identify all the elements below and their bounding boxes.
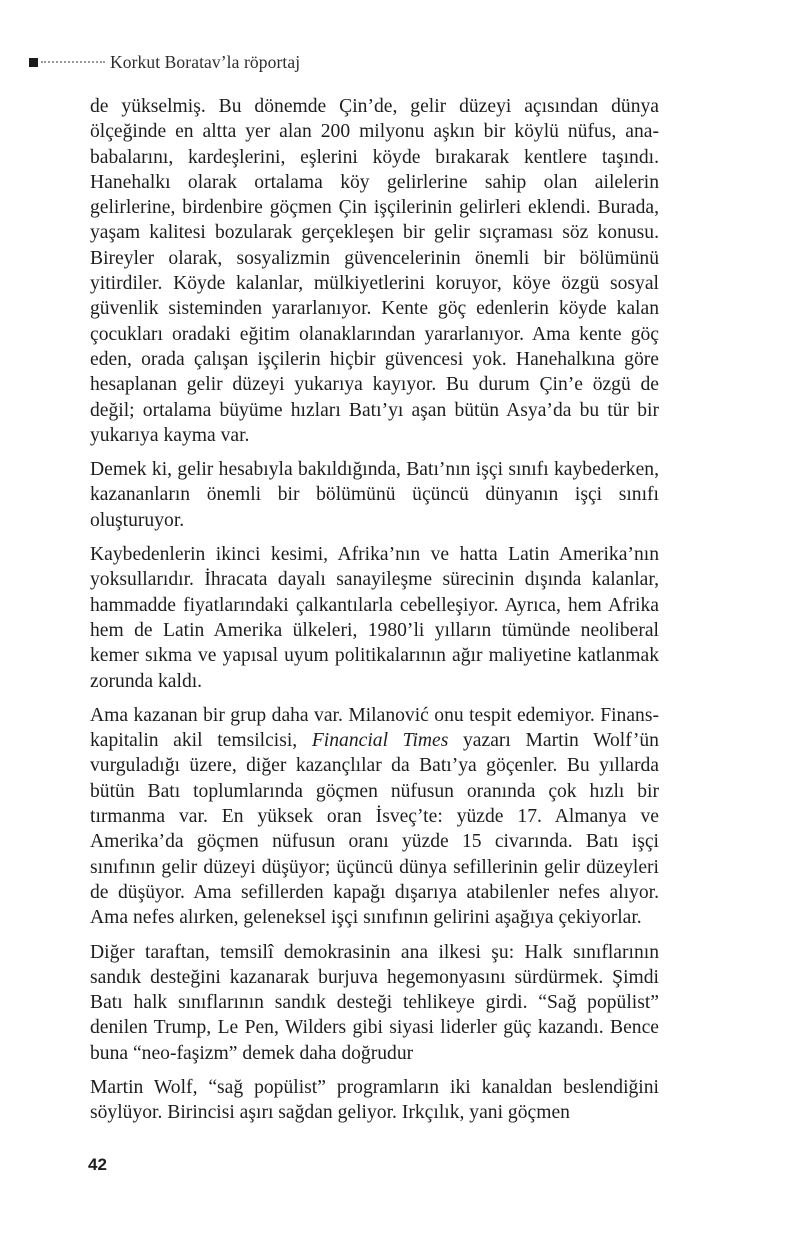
body-paragraph: Diğer taraftan, temsilî demokrasinin ana ilkesi şu: Halk sınıflarının sandık desteğini kazanarak burjuva hegemonyasını sürdürmek. Şimdi Batı halk sınıflarının sandık desteği tehlikeye girdi. “Sağ popülist” denilen Trump, Le Pen, Wilders gibi siyasi liderler güç kazandı. Bence buna “neo-faşizm” demek daha doğrudur [90,941,659,1064]
running-header [29,51,300,73]
italic-title-text: Financial Times [311,730,449,752]
running-header-title: Korkut Boratav’la röportaj [110,51,301,72]
body-paragraph: Kaybedenlerin ikinci kesimi, Afrika’nın ve hatta Latin Amerika’nın yoksullarıdır. İhracata dayalı sanayileşme sürecinin dışında kalanlar, hammadde fiyatlarındaki çalkantılarla cebelleşiyor. Ayrıca, hem Afrika hem de Latin Amerika ülkeleri, 1980’li yılların tümünde neoliberal kemer sıkma ve yapısal uyum politikalarının ağır maliyetine katlanmak zorunda kaldı. [90,544,659,692]
page-number: 42 [88,1155,107,1174]
body-paragraph: Demek ki, gelir hesabıyla bakıldığında, Batı’nın işçi sınıfı kaybederken, kazananların önemli bir bölümünü üçüncü dünyanın işçi sınıfı oluşturuyor. [90,459,659,531]
body-text-block [90,94,659,1126]
square-bullet-icon [29,58,38,67]
paragraph-segment: Ama kazanan bir grup daha var. Milanović onu tespit edemiyor. Finans-kapitalin akil temsilcisi, [90,704,659,752]
paragraph-segment: yazarı Martin Wolf’ün vurguladığı üzere, diğer kazançlılar da Batı’ya göçenler. Bu yıllarda bütün Batı toplumlarında göçmen nüfusun oranında çok hızlı bir tırmanma var. En yüksek oran İsveç’te: yüzde 17. Almanya ve Amerika’da göçmen nüfusun oranı yüzde 15 civarında. Batı işçi sınıfının gelir düzeyi düşüyor; üçüncü dünya sefillerinin gelir düzeyleri de düşüyor. Ama sefillerden kapağı dışarıya atabilenler nefes alıyor. Ama nefes alırken, geleneksel işçi sınıfının gelirini aşağıya çekiyorlar. [90,730,659,929]
body-paragraph: de yükselmiş. Bu dönemde Çin’de, gelir düzeyi açısından dünya ölçeğinde en altta yer alan 200 milyonu aşkın bir köylü nüfus, ana-babalarını, kardeşlerini, eşlerini köyde bırakarak kentlere taşındı. Hanehalkı olarak ortalama köy gelirlerine sahip olan ailelerin gelirlerine, birdenbire göçmen Çin işçilerinin gelirleri eklendi. Burada, yaşam kalitesi bozularak gerçekleşen bir gelir sıçraması söz konusu. Bireyler olarak, sosyalizmin güvencelerinin önemli bir bölümünü yitirdiler. Köyde kalanlar, mülkiyetlerini koruyor, köye özgü sosyal güvenlik sisteminden yararlanıyor. Kente göç edenlerin köyde kalan çocukları oradaki eğitim olanaklarından yararlanıyor. Ama kente göç eden, orada çalışan işçilerin hiçbir güvencesi yok. Hanehalkına göre hesaplanan gelir düzeyi yukarıya kayıyor. Bu durum Çin’e özgü de değil; ortalama büyüme hızları Batı’yı aşan bütün Asya’da bu tür bir yukarıya kayma var. [90,96,659,446]
dotted-rule [41,61,105,63]
body-paragraph: Martin Wolf, “sağ popülist” programların iki kanaldan beslendiğini söylüyor. Birincisi aşırı sağdan geliyor. Irkçılık, yani göçmen [90,1076,659,1124]
body-paragraph [90,703,659,931]
